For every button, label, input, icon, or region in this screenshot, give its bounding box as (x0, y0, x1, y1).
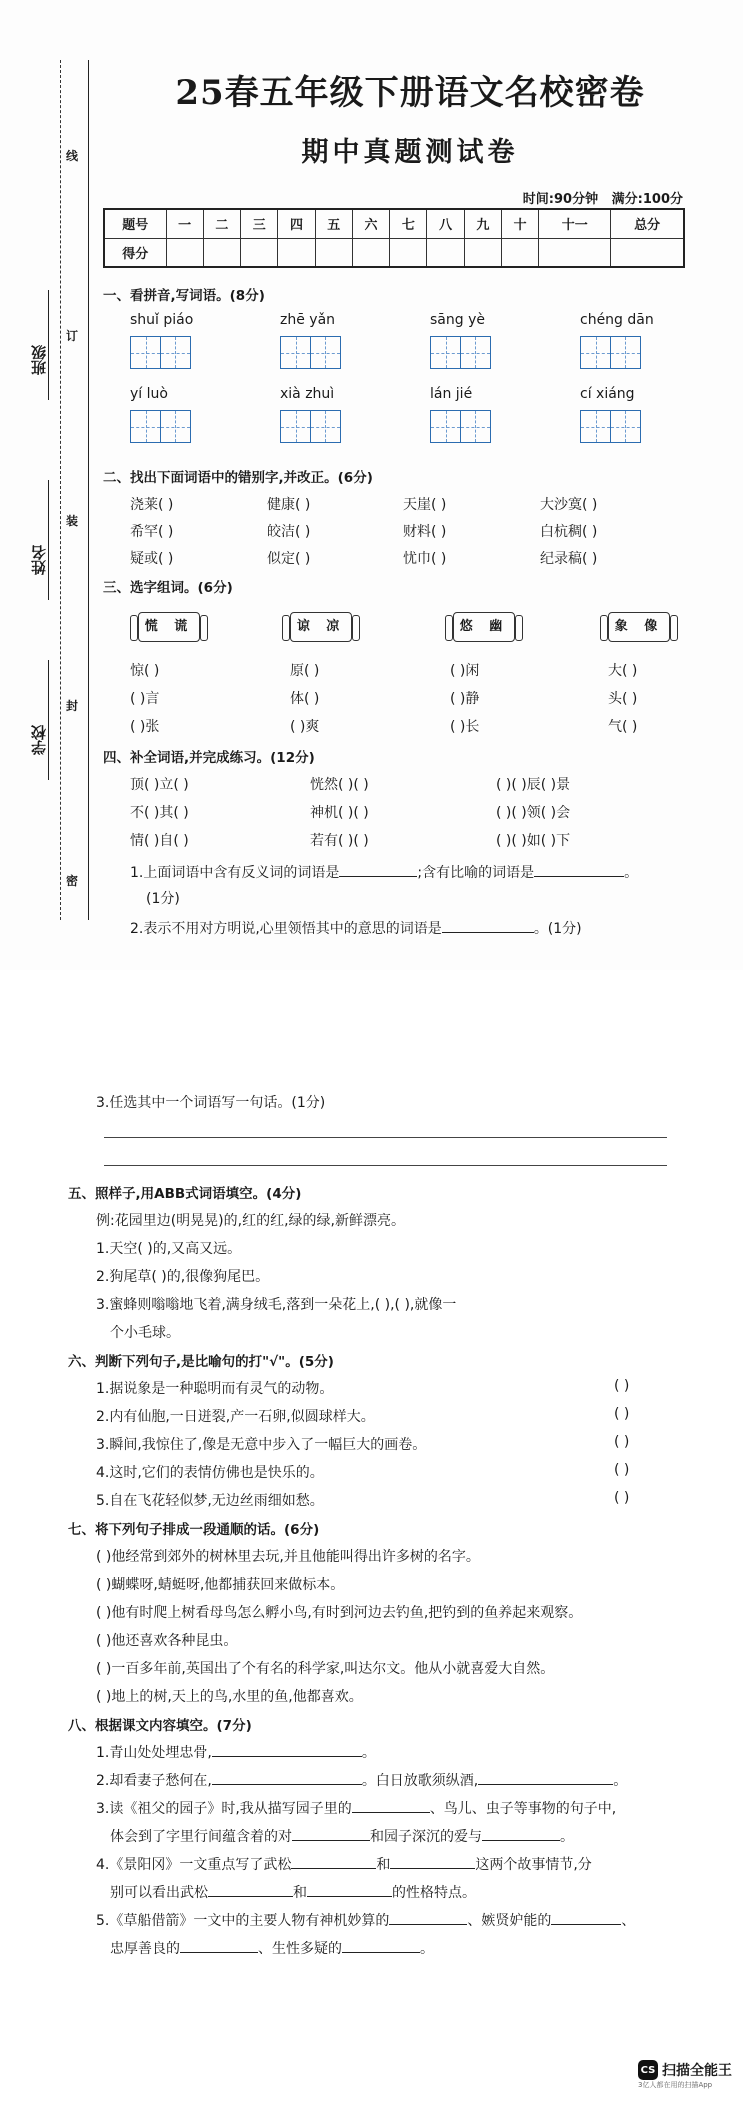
char-pair-scroll: 象 像 (608, 612, 670, 642)
typo-item[interactable]: 疑或( ) (130, 551, 174, 567)
s8-q4-text: 4.《景阳冈》一文重点写了武松 (96, 1857, 292, 1873)
answer-line[interactable] (390, 1855, 475, 1869)
s5-question-3[interactable]: 3.蜜蜂则嗡嗡地飞着,满身绒毛,落到一朵花上,( ),( ),就像一 (96, 1297, 457, 1313)
score-header-cell: 四 (278, 209, 315, 238)
score-cell[interactable] (464, 238, 501, 267)
idiom-blank[interactable]: ( )( )辰( )景 (496, 777, 571, 793)
s8-q1-text: 1.青山处处埋忠骨, (96, 1745, 212, 1761)
answer-line[interactable] (212, 1771, 362, 1785)
pinyin-label: cí xiáng (580, 386, 635, 402)
s5-question-1[interactable]: 1.天空( )的,又高又远。 (96, 1241, 242, 1257)
q4-2-text-a: 2.表示不用对方明说,心里领悟其中的意思的词语是 (130, 921, 442, 937)
s5-question-2[interactable]: 2.狗尾草( )的,很像狗尾巴。 (96, 1269, 270, 1285)
s8-q4-cont-end: 的性格特点。 (392, 1885, 476, 1901)
pinyin-group (280, 386, 376, 443)
answer-line[interactable] (212, 1743, 362, 1757)
q4-1-text-c: 。 (624, 865, 639, 881)
scanner-logo-icon: CS (638, 2060, 658, 2080)
s8-q3-mid: 、鸟儿、虫子等事物的句子中, (429, 1801, 617, 1817)
word-blank[interactable]: 大( ) (608, 663, 638, 679)
char-pair-scroll: 慌 谎 (138, 612, 200, 642)
binding-solid-line (88, 60, 89, 920)
word-blank[interactable]: ( )言 (130, 691, 160, 707)
score-header-cell: 六 (352, 209, 389, 238)
q4-1-score: (1分) (146, 891, 180, 907)
section-8-title: 八、根据课文内容填空。(7分) (68, 1718, 252, 1734)
s8-q5-cont-text: 忠厚善良的 (110, 1941, 180, 1957)
name-field-line[interactable] (48, 480, 49, 600)
score-cell[interactable] (539, 238, 611, 267)
s8-question-4-cont (110, 1882, 476, 1902)
score-header-cell: 二 (203, 209, 240, 238)
score-header-cell: 九 (464, 209, 501, 238)
judge-paren[interactable]: ( ) (614, 1378, 630, 1394)
binding-char-mi: 密 (66, 870, 78, 891)
idiom-blank[interactable]: ( )( )如( )下 (496, 833, 571, 849)
pinyin-group (130, 386, 226, 443)
question-4-1 (130, 862, 638, 882)
s8-question-1 (96, 1742, 376, 1762)
section-4-title: 四、补全词语,并完成练习。(12分) (103, 750, 315, 766)
section-7-title: 七、将下列句子排成一段通顺的话。(6分) (68, 1522, 320, 1538)
typo-item[interactable]: 纪录稿( ) (540, 551, 598, 567)
score-header-cell: 总分 (611, 209, 684, 238)
s8-q5-mid: 、嫉贤妒能的 (467, 1913, 552, 1929)
score-header-cell: 十一 (539, 209, 611, 238)
s8-q4-cont-text: 别可以看出武松 (110, 1885, 208, 1901)
idiom-blank[interactable]: ( )( )领( )会 (496, 805, 571, 821)
word-blank[interactable]: 原( ) (290, 663, 320, 679)
score-header-cell: 一 (166, 209, 203, 238)
word-blank[interactable]: ( )长 (450, 719, 480, 735)
answer-line[interactable] (478, 1771, 613, 1785)
binding-margin (0, 40, 95, 940)
section-3-title: 三、选字组词。(6分) (103, 580, 233, 596)
answer-line[interactable] (389, 1911, 467, 1925)
tian-grid[interactable] (280, 336, 376, 369)
idiom-blank[interactable]: 神机( )( ) (310, 805, 369, 821)
pinyin-group (430, 386, 526, 443)
binding-char-xian: 线 (66, 145, 78, 166)
char-pair-scroll: 悠 幽 (453, 612, 515, 642)
word-blank[interactable]: ( )爽 (290, 719, 320, 735)
s8-q5-cont-end: 。 (420, 1941, 434, 1957)
word-blank[interactable]: ( )张 (130, 719, 160, 735)
score-cell[interactable] (278, 238, 315, 267)
tian-grid[interactable] (280, 410, 376, 443)
answer-line[interactable] (292, 1827, 370, 1841)
judge-paren[interactable]: ( ) (614, 1434, 630, 1450)
s8-q3-text: 3.读《祖父的园子》时,我从描写园子里的 (96, 1801, 352, 1817)
s6-sentence: 1.据说象是一种聪明而有灵气的动物。 (96, 1381, 334, 1397)
s5-question-3-cont: 个小毛球。 (110, 1325, 180, 1341)
exam-page-1 (0, 0, 743, 970)
scanner-logo-text: 扫描全能王 (662, 2063, 732, 2079)
typo-item[interactable]: 大沙寞( ) (540, 497, 598, 513)
answer-line[interactable] (551, 1911, 621, 1925)
tian-grid[interactable] (130, 410, 226, 443)
score-header-cell: 十 (502, 209, 539, 238)
typo-item[interactable]: 财料( ) (403, 524, 447, 540)
word-blank[interactable]: 体( ) (290, 691, 320, 707)
q4-1-text-a: 1.上面词语中含有反义词的词语是 (130, 865, 340, 881)
judge-paren[interactable]: ( ) (614, 1462, 630, 1478)
section-1-title: 一、看拼音,写词语。(8分) (103, 288, 265, 304)
score-cell[interactable] (166, 238, 203, 267)
writing-line[interactable] (104, 1165, 667, 1166)
pinyin-label: zhē yǎn (280, 312, 336, 328)
s6-sentence: 5.自在飞花轻似梦,无边丝雨细如愁。 (96, 1493, 324, 1509)
exam-title: 25春五年级下册语文名校密卷 (175, 73, 645, 113)
char-pair-scroll: 谅 凉 (290, 612, 352, 642)
pinyin-label: sāng yè (430, 312, 485, 328)
scanner-watermark (638, 2060, 732, 2089)
s8-q3-cont-text: 体会到了字里行间蕴含着的对 (110, 1829, 292, 1845)
s8-q2-end: 。 (613, 1773, 628, 1789)
class-field-label: 班级 (30, 345, 48, 375)
s8-q5-cont-mid: 、生性多疑的 (258, 1941, 342, 1957)
answer-line[interactable] (208, 1883, 293, 1897)
score-header-cell: 三 (241, 209, 278, 238)
name-field-label: 姓名 (30, 545, 48, 575)
time-score-line (523, 188, 683, 207)
s8-q4-cont-and: 和 (293, 1885, 307, 1901)
full-score: 满分:100分 (611, 192, 683, 207)
school-field-label: 学校 (30, 725, 48, 755)
s7-sentence[interactable]: ( )一百多年前,英国出了个有名的科学家,叫达尔文。他从小就喜爱大自然。 (96, 1661, 555, 1677)
s8-q5-sep: 、 (621, 1913, 636, 1929)
score-cell[interactable] (611, 238, 684, 267)
s8-question-4 (96, 1854, 592, 1874)
s8-question-5 (96, 1910, 635, 1930)
score-cell[interactable] (241, 238, 278, 267)
s8-q3-cont-end: 。 (560, 1829, 574, 1845)
s5-example: 例:花园里边(明晃晃)的,红的红,绿的绿,新鲜漂亮。 (96, 1213, 405, 1229)
word-blank[interactable]: ( )静 (450, 691, 480, 707)
score-cell[interactable] (427, 238, 464, 267)
answer-line[interactable] (291, 1855, 376, 1869)
s6-sentence: 2.内有仙胞,一日迸裂,产一石卵,似圆球样大。 (96, 1409, 375, 1425)
typo-item[interactable]: 浇莱( ) (130, 497, 174, 513)
answer-line[interactable] (442, 919, 534, 933)
score-header-cell: 七 (390, 209, 427, 238)
s8-q2-text: 2.却看妻子愁何在, (96, 1773, 212, 1789)
word-blank[interactable]: ( )闲 (450, 663, 480, 679)
binding-char-ding: 订 (66, 325, 78, 346)
tian-grid[interactable] (130, 336, 226, 369)
q4-1-text-b: ;含有比喻的词语是 (417, 865, 535, 881)
answer-line[interactable] (342, 1939, 420, 1953)
score-cell[interactable] (502, 238, 539, 267)
score-table (103, 208, 685, 268)
s8-question-3-cont (110, 1826, 574, 1846)
s8-question-5-cont (110, 1938, 434, 1958)
score-cell[interactable] (352, 238, 389, 267)
tian-grid[interactable] (430, 336, 526, 369)
idiom-blank[interactable]: 若有( )( ) (310, 833, 369, 849)
school-field-line[interactable] (48, 660, 49, 780)
s8-q1-end: 。 (361, 1745, 376, 1761)
pinyin-label: shuǐ piáo (130, 312, 194, 328)
answer-line[interactable] (534, 863, 624, 877)
pinyin-group (130, 312, 226, 369)
question-4-3: 3.任选其中一个词语写一句话。(1分) (96, 1095, 326, 1111)
score-row-label: 得分 (104, 238, 166, 267)
typo-item[interactable]: 似定( ) (267, 551, 311, 567)
s6-sentence: 4.这时,它们的表情仿佛也是快乐的。 (96, 1465, 324, 1481)
s8-q3-cont-mid: 和园子深沉的爱与 (370, 1829, 482, 1845)
idiom-blank[interactable]: 不( )其( ) (130, 805, 189, 821)
idiom-blank[interactable]: 恍然( )( ) (310, 777, 369, 793)
tian-grid[interactable] (430, 410, 526, 443)
typo-item[interactable]: 天崖( ) (403, 497, 447, 513)
s8-q4-mid: 这两个故事情节,分 (475, 1857, 592, 1873)
typo-item[interactable]: 皎洁( ) (267, 524, 311, 540)
s6-sentence: 3.瞬间,我惊住了,像是无意中步入了一幅巨大的画卷。 (96, 1437, 427, 1453)
score-table-header-row (104, 209, 684, 238)
time-limit: 时间:90分钟 (522, 192, 599, 207)
s7-sentence[interactable]: ( )他还喜欢各种昆虫。 (96, 1633, 238, 1649)
judge-paren[interactable]: ( ) (614, 1490, 630, 1506)
pinyin-group (430, 312, 526, 369)
exam-page-2 (0, 1050, 743, 2104)
s8-q4-and: 和 (376, 1857, 391, 1873)
word-blank[interactable]: 头( ) (608, 691, 638, 707)
typo-item[interactable]: 白杭稠( ) (540, 524, 598, 540)
pinyin-label: yí luò (130, 386, 168, 402)
pinyin-group (580, 312, 676, 369)
score-header-cell: 八 (427, 209, 464, 238)
word-blank[interactable]: 气( ) (608, 719, 638, 735)
pinyin-label: xià zhuì (280, 386, 335, 402)
page-gap (0, 970, 743, 1050)
s8-q2-mid: 。白日放歌须纵酒, (361, 1773, 479, 1789)
typo-item[interactable]: 健康( ) (267, 497, 311, 513)
s8-question-2 (96, 1770, 627, 1790)
s7-sentence[interactable]: ( )他经常到郊外的树林里去玩,并且他能叫得出许多树的名字。 (96, 1549, 480, 1565)
q4-2-text-b: 。(1分) (533, 921, 582, 937)
score-header-cell: 题号 (104, 209, 166, 238)
scanner-sub-text: 3亿人都在用的扫描App (638, 2081, 713, 2089)
s7-sentence[interactable]: ( )蝴蝶呀,蜻蜓呀,他都捕获回来做标本。 (96, 1577, 345, 1593)
tian-grid[interactable] (580, 336, 676, 369)
judge-paren[interactable]: ( ) (614, 1406, 630, 1422)
s7-sentence[interactable]: ( )他有时爬上树看母鸟怎么孵小鸟,有时到河边去钓鱼,把钓到的鱼养起来观察。 (96, 1605, 583, 1621)
pinyin-label: lán jié (430, 386, 473, 402)
class-field-line[interactable] (48, 290, 49, 400)
exam-subtitle: 期中真题测试卷 (301, 137, 519, 168)
answer-line[interactable] (339, 863, 417, 877)
score-table-score-row (104, 238, 684, 267)
binding-dashed-line (60, 60, 61, 920)
typo-item[interactable]: 忧巾( ) (403, 551, 447, 567)
pinyin-group (280, 312, 376, 369)
answer-line[interactable] (352, 1799, 430, 1813)
binding-char-feng: 封 (66, 695, 78, 716)
idiom-blank[interactable]: 顶( )立( ) (130, 777, 189, 793)
tian-grid[interactable] (580, 410, 676, 443)
score-cell[interactable] (390, 238, 427, 267)
idiom-blank[interactable]: 情( )自( ) (130, 833, 189, 849)
score-header-cell: 五 (315, 209, 352, 238)
binding-char-zhuang: 装 (66, 510, 78, 531)
pinyin-label: chéng dān (580, 312, 654, 328)
writing-line[interactable] (104, 1137, 667, 1138)
section-5-title: 五、照样子,用ABB式词语填空。(4分) (68, 1186, 302, 1202)
section-2-title: 二、找出下面词语中的错别字,并改正。(6分) (103, 470, 373, 486)
score-cell[interactable] (315, 238, 352, 267)
answer-line[interactable] (180, 1939, 258, 1953)
s8-q5-text: 5.《草船借箭》一文中的主要人物有神机妙算的 (96, 1913, 390, 1929)
s7-sentence[interactable]: ( )地上的树,天上的鸟,水里的鱼,他都喜欢。 (96, 1689, 363, 1705)
score-cell[interactable] (203, 238, 240, 267)
s8-question-3 (96, 1798, 616, 1818)
typo-item[interactable]: 希罕( ) (130, 524, 174, 540)
question-4-2 (130, 918, 582, 938)
answer-line[interactable] (307, 1883, 392, 1897)
section-6-title: 六、判断下列句子,是比喻句的打"√"。(5分) (68, 1354, 334, 1370)
pinyin-group (580, 386, 676, 443)
answer-line[interactable] (482, 1827, 560, 1841)
word-blank[interactable]: 惊( ) (130, 663, 160, 679)
